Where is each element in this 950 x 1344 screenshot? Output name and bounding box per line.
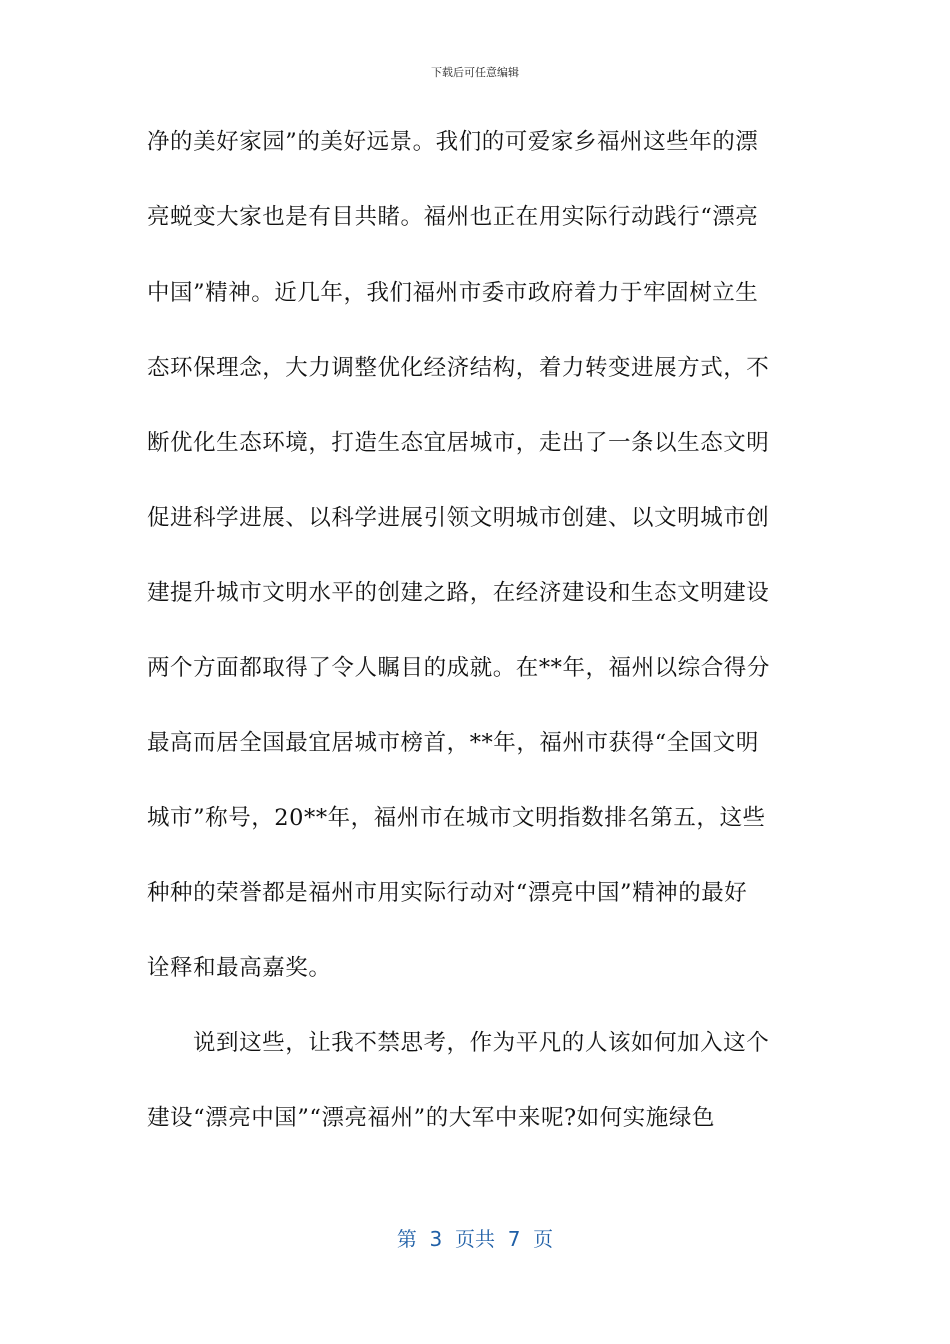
text-line: 建提升城市文明水平的创建之路，在经济建设和生态文明建设	[147, 580, 770, 606]
text-line: 最高而居全国最宜居城市榜首，**年，福州市获得“全国文明	[147, 730, 759, 756]
text-line: 断优化生态环境，打造生态宜居城市，走出了一条以生态文明	[147, 430, 770, 456]
page-number-footer: 第 3 页共 7 页	[396, 1227, 554, 1251]
text-line: 说到这些，让我不禁思考，作为平凡的人该如何加入这个	[193, 1030, 770, 1056]
text-line: 城市”称号，20**年，福州市在城市文明指数排名第五，这些	[147, 805, 766, 831]
text-line: 两个方面都取得了令人瞩目的成就。在**年，福州以综合得分	[147, 655, 770, 681]
text-line: 建设“漂亮中国”“漂亮福州”的大军中来呢?如何实施绿色	[147, 1105, 715, 1131]
text-line: 中国”精神。近几年，我们福州市委市政府着力于牢固树立生	[147, 280, 759, 306]
text-line: 促进科学进展、以科学进展引领文明城市创建、以文明城市创	[147, 505, 770, 531]
page-header: 下载后可任意编辑	[431, 66, 519, 79]
text-line: 态环保理念，大力调整优化经济结构，着力转变进展方式，不	[147, 355, 770, 381]
text-line: 亮蜕变大家也是有目共睹。福州也正在用实际行动践行“漂亮	[147, 204, 759, 230]
text-line: 净的美好家园”的美好远景。我们的可爱家乡福州这些年的漂	[147, 129, 759, 155]
text-line: 种种的荣誉都是福州市用实际行动对“漂亮中国”精神的最好	[147, 880, 748, 906]
text-line: 诠释和最高嘉奖。	[147, 955, 332, 981]
